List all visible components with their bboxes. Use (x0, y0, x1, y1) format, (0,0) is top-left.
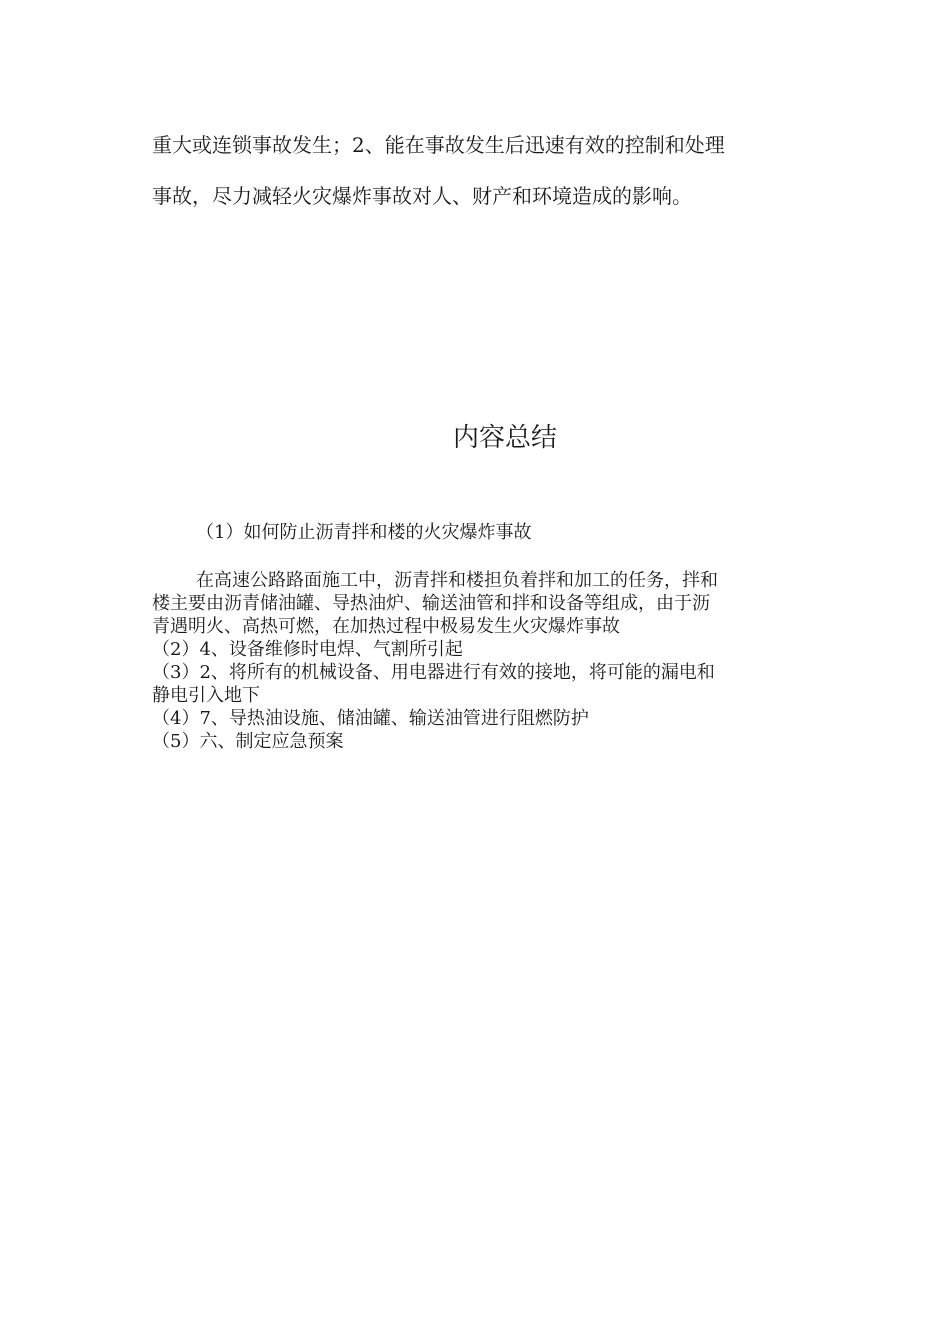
summary-title: 内容总结 (452, 423, 557, 453)
list-item-3-continued: 静电引入地下 (152, 685, 260, 706)
list-item-3: （3）2、将所有的机械设备、用电器进行有效的接地，将可能的漏电和 (152, 662, 715, 683)
intro-line-2: 事故，尽力减轻火灾爆炸事故对人、财产和环境造成的影响。 (152, 184, 692, 208)
list-item-4: （4）7、导热油设施、储油罐、输送油管进行阻燃防护 (152, 708, 589, 729)
item-1-heading: （1）如何防止沥青拌和楼的火灾爆炸事故 (196, 522, 532, 543)
intro-paragraph (152, 120, 812, 222)
intro-line-1: 重大或连锁事故发生；2、能在事故发生后迅速有效的控制和处理 (152, 133, 725, 157)
summary-body (152, 569, 812, 753)
body-line-2: 楼主要由沥青储油罐、导热油炉、输送油管和拌和设备等组成，由于沥 (152, 593, 710, 614)
list-item-5: （5）六、制定应急预案 (152, 731, 344, 752)
body-line-1: 在高速公路路面施工中，沥青拌和楼担负着拌和加工的任务，拌和 (196, 570, 718, 591)
body-line-3: 青遇明火、高热可燃，在加热过程中极易发生火灾爆炸事故 (152, 616, 620, 637)
list-item-2: （2）4、设备维修时电焊、气割所引起 (152, 639, 463, 660)
